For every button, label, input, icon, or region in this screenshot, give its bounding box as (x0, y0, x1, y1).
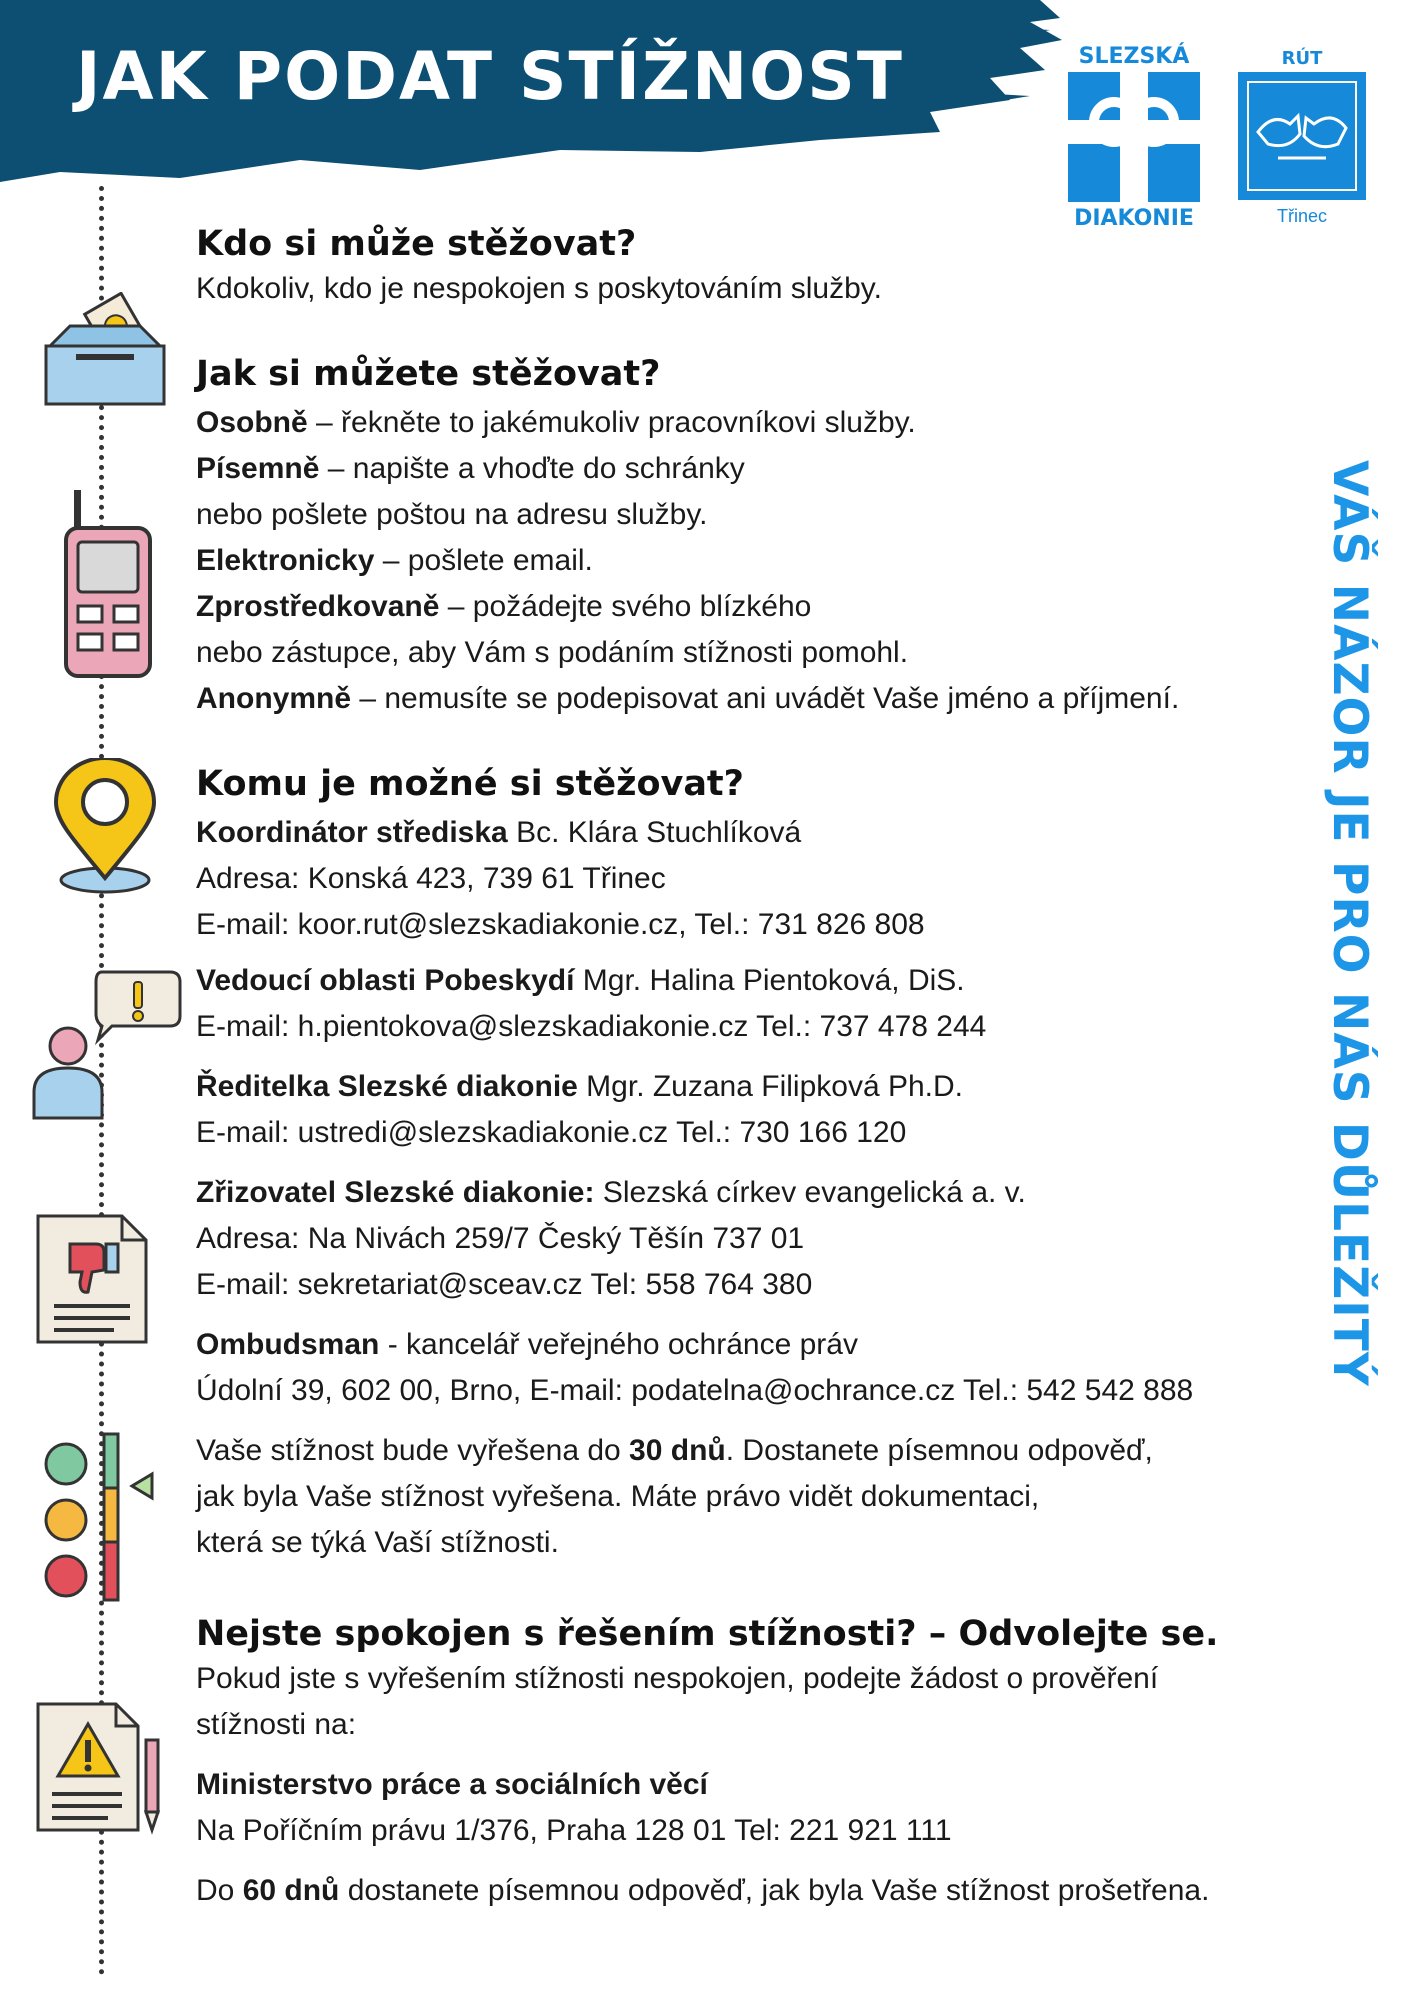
contact-director: Ředitelka Slezské diakonie Mgr. Zuzana Filipková Ph.D. E-mail: ustredi@slezskadiakonie.cz Tel.: 730 166 120 (196, 1064, 1316, 1156)
appeal-text-cont: stížnosti na: (196, 1708, 357, 1741)
page-title: JAK PODAT STÍŽNOST (76, 38, 904, 115)
ballot-box-icon (40, 292, 170, 412)
heading-who: Kdo si může stěžovat? (196, 224, 637, 264)
how-item-mediated: Zprostředkovaně – požádejte svého blízkého (196, 590, 812, 623)
how-item-written-cont: nebo pošlete poštou na adresu služby. (196, 498, 708, 531)
contact-area-manager: Vedoucí oblasti Pobeskydí Mgr. Halina Pientoková, DiS. E-mail: h.pientokova@slezskadiakonie.cz Tel.: 737 478 244 (196, 958, 1316, 1050)
diakonie-cross-icon (1068, 72, 1200, 202)
location-pin-icon (50, 758, 160, 898)
side-slogan: VÁŠ NÁZOR JE PRO NÁS DŮLEŽITÝ (1322, 460, 1377, 1387)
how-item-mediated-cont: nebo zástupce, aby Vám s podáním stížnosti pomohl. (196, 636, 909, 669)
walkie-talkie-icon (62, 490, 154, 680)
how-item-anonymous: Anonymně – nemusíte se podepisovat ani uvádět Vaše jméno a příjmení. (196, 682, 1180, 715)
thumbs-down-document-icon (34, 1212, 150, 1346)
main-content (196, 222, 1316, 1914)
contact-label: Ředitelka Slezské diakonie (196, 1070, 578, 1103)
contact-label: Koordinátor střediska (196, 816, 508, 849)
logo-slezska-top: SLEZSKÁ (1078, 44, 1190, 69)
who-text: Kdokoliv, kdo je nespokojen s poskytováním služby. (196, 272, 882, 305)
appeal-text: Pokud jste s vyřešením stížnosti nespokojen, podejte žádost o prověření (196, 1662, 1159, 1695)
contact-label: Ombudsman (196, 1328, 380, 1361)
contact-line: Adresa: Konská 423, 739 61 Třinec (196, 862, 666, 895)
contact-line: E-mail: ustredi@slezskadiakonie.cz Tel.: 730 166 120 (196, 1116, 907, 1149)
how-item-electronic: Elektronicky – pošlete email. (196, 544, 593, 577)
contact-line: Údolní 39, 602 00, Brno, E-mail: podatelna@ochrance.cz Tel.: 542 542 888 (196, 1374, 1194, 1407)
logo-rut-top: RÚT (1281, 48, 1323, 69)
person-alert-icon (26, 968, 186, 1128)
contact-line: E-mail: h.pientokova@slezskadiakonie.cz Tel.: 737 478 244 (196, 1010, 987, 1043)
section-who (196, 222, 1316, 312)
contact-line: Adresa: Na Nivách 259/7 Český Těšín 737 01 (196, 1222, 805, 1255)
logo-slezska-bottom: DIAKONIE (1074, 206, 1194, 231)
section-whom (196, 762, 1316, 1566)
heading-whom: Komu je možné si stěžovat? (196, 764, 744, 804)
contact-ombudsman: Ombudsman - kancelář veřejného ochránce práv Údolní 39, 602 00, Brno, E-mail: podatelna@ochrance.cz Tel.: 542 542 888 (196, 1322, 1316, 1414)
contact-founder: Zřizovatel Slezské diakonie: Slezská církev evangelická a. v. Adresa: Na Nivách 259/7 Český Těšín 737 01 E-mail: sekretariat@sceav.cz Tel: 558 764 380 (196, 1170, 1316, 1308)
contact-coordinator: Koordinátor střediska Bc. Klára Stuchlíková Adresa: Konská 423, 739 61 Třinec E-mail: koor.rut@slezskadiakonie.cz, Tel.: 731 826 808 (196, 810, 1316, 948)
appeal-org: Ministerstvo práce a sociálních věcí (196, 1768, 708, 1801)
warning-document-icon (34, 1700, 164, 1836)
contact-line: E-mail: koor.rut@slezskadiakonie.cz, Tel.: 731 826 808 (196, 908, 925, 941)
rut-hands-icon (1238, 72, 1366, 200)
resolution-note: Vaše stížnost bude vyřešena do 30 dnů. Dostanete písemnou odpověď, jak byla Vaše stížnost vyřešena. Máte právo vidět dokumentaci, která se týká Vaší stížnosti. (196, 1434, 1153, 1559)
satisfaction-meter-icon (42, 1430, 166, 1610)
rut-trinec-logo (1238, 44, 1366, 230)
slezska-diakonie-logo (1064, 44, 1204, 230)
how-item-written: Písemně – napište a vhoďte do schránky (196, 452, 745, 485)
contact-label: Zřizovatel Slezské diakonie: (196, 1176, 595, 1209)
heading-how: Jak si můžete stěžovat? (196, 354, 661, 394)
appeal-address: Na Poříčním právu 1/376, Praha 128 01 Tel: 221 921 111 (196, 1814, 952, 1847)
how-item-personally: Osobně – řekněte to jakémukoliv pracovníkovi služby. (196, 406, 916, 439)
heading-appeal: Nejste spokojen s řešením stížnosti? – Odvolejte se. (196, 1614, 1219, 1654)
logo-rut-bottom: Třinec (1276, 206, 1327, 226)
contact-line: E-mail: sekretariat@sceav.cz Tel: 558 764 380 (196, 1268, 813, 1301)
section-appeal (196, 1612, 1316, 1914)
contact-label: Vedoucí oblasti Pobeskydí (196, 964, 575, 997)
section-how (196, 352, 1316, 722)
appeal-final-note: Do 60 dnů dostanete písemnou odpověď, jak byla Vaše stížnost prošetřena. (196, 1874, 1210, 1907)
